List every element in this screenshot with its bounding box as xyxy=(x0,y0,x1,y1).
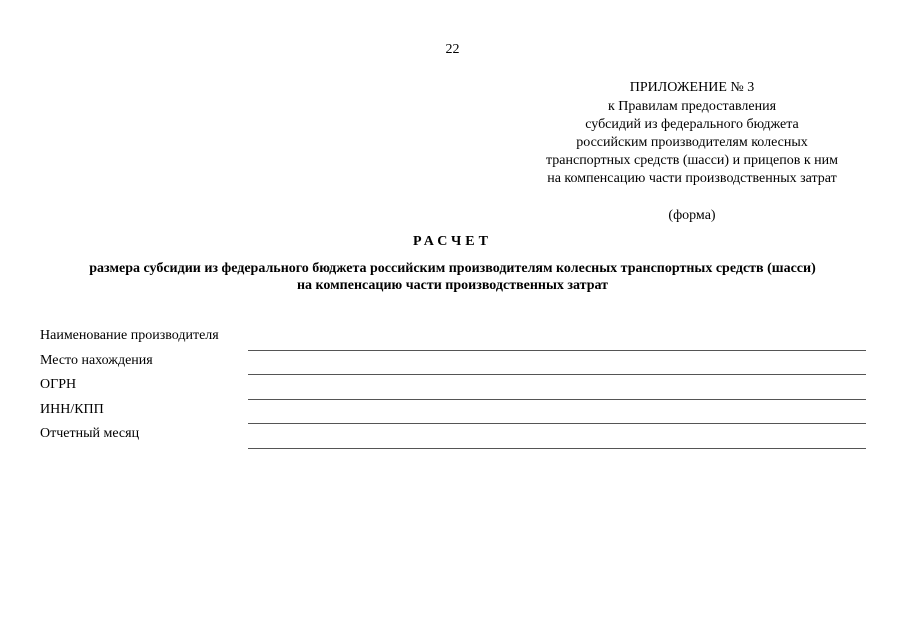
subtitle-line-2: на компенсацию части производственных затрат xyxy=(296,278,609,293)
appendix-line: к Правилам предоставления xyxy=(607,99,777,114)
appendix-line: на компенсацию части производственных затрат xyxy=(547,171,837,186)
field-label: Отчетный месяц xyxy=(40,426,140,441)
field-location xyxy=(40,351,866,376)
appendix-line: субсидий из федерального бюджета xyxy=(585,117,799,132)
form-fields xyxy=(40,326,866,449)
field-label: Наименование производителя xyxy=(40,328,219,343)
field-label: ОГРН xyxy=(40,377,77,392)
appendix-block xyxy=(522,79,862,225)
field-label: ИНН/КПП xyxy=(40,401,104,417)
field-label: Место нахождения xyxy=(40,352,153,368)
form-note: (форма) xyxy=(668,208,716,223)
field-inn-kpp xyxy=(40,400,866,425)
field-ogrn xyxy=(40,375,866,400)
document-title: РАСЧЕТ xyxy=(413,234,492,249)
document-subtitle xyxy=(40,260,865,294)
appendix-line: транспортных средств (шасси) и прицепов к ним xyxy=(545,153,838,168)
field-reporting-month xyxy=(40,424,866,449)
appendix-line: российским производителям колесных xyxy=(576,135,808,150)
reporting-month-input-line[interactable] xyxy=(248,448,866,449)
page-number: 22 xyxy=(445,42,460,57)
appendix-heading: ПРИЛОЖЕНИЕ № 3 xyxy=(629,80,755,95)
subtitle-line-1: размера субсидии из федерального бюджета российским производителям колесных транспортных средств (шасси) xyxy=(89,261,816,276)
field-manufacturer-name xyxy=(40,326,866,351)
